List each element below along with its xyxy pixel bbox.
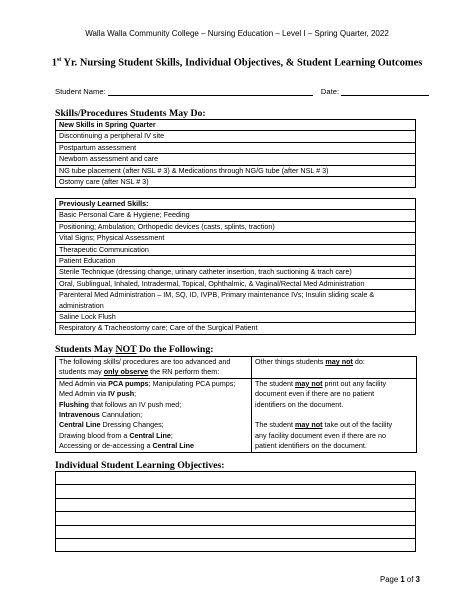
document-header: Walla Walla Community College – Nursing Education – Level I – Spring Quarter, 2022: [85, 29, 389, 38]
objective-row[interactable]: [56, 538, 416, 551]
observe-header-line-1: The following skills/ procedures are too advanced and: [59, 357, 231, 366]
table-row: Positioning; Ambulation; Orthopedic devices (casts, splints, traction): [56, 221, 416, 232]
list-item: Intravenous Cannulation;: [59, 410, 143, 420]
may-not-post: Do the Following:: [136, 344, 214, 355]
student-name-label: Student Name:: [55, 87, 106, 96]
list-item: The student may not take out of the facility: [255, 420, 393, 430]
table-row: Therapeutic Communication: [56, 244, 416, 255]
previous-skills-header: Previously Learned Skills:: [56, 199, 416, 210]
table-row: Discontinuing a peripheral IV site: [56, 131, 416, 142]
list-item: Med Admin via IV push;: [59, 389, 137, 399]
list-item: patient identifiers on the document.: [255, 441, 367, 451]
table-row: Ostomy care (after NSL # 3): [56, 177, 416, 188]
other-things-header: Other things students may not do:: [252, 357, 417, 379]
table-row: Newborn assessment and care: [56, 154, 416, 165]
student-name-field[interactable]: [108, 95, 313, 96]
table-row: NG tube placement (after NSL # 3) & Medications through NG/G tube (after NSL # 3): [56, 165, 416, 176]
section-heading-may-do: Skills/Procedures Students May Do:: [55, 108, 206, 119]
list-item: Flushing that follows an IV push med;: [59, 399, 182, 409]
observe-only-list: [56, 378, 252, 452]
table-row: Patient Education: [56, 256, 416, 267]
table-row: Saline Lock Flush: [56, 312, 416, 323]
title-ordinal: 1: [51, 57, 57, 69]
list-item: identifiers on the document.: [255, 399, 344, 409]
list-item: Drawing blood from a Central Line;: [59, 430, 173, 440]
spacer: [255, 410, 413, 420]
objective-row[interactable]: [56, 472, 416, 485]
list-item: Central Line Dressing Changes;: [59, 420, 164, 430]
new-skills-table: [55, 119, 416, 188]
section-heading-may-not: [55, 344, 214, 355]
only-observe-emphasis: only observe: [103, 367, 149, 377]
list-item: Med Admin via PCA pumps; Manipulating PCA pumps;: [59, 378, 236, 388]
may-not-pre: Students May: [55, 344, 116, 355]
table-row: Postpartum assessment: [56, 142, 416, 153]
list-item: document even if there are no patient: [255, 389, 375, 399]
student-info-line: [55, 87, 429, 96]
list-item: any facility document even if there are no: [255, 430, 387, 440]
table-row: Respiratory & Tracheostomy care; Care of the Surgical Patient: [56, 323, 416, 334]
observe-header-line-2: students may only observe the RN perform them:: [59, 367, 220, 377]
table-row: Oral, Sublingual, Inhaled, Intradermal, Topical, Ophthalmic, & Vaginal/Rectal Med Administration: [56, 278, 416, 289]
page-total: 3: [415, 575, 420, 584]
title-ordinal-suffix: st: [56, 57, 62, 63]
objective-row[interactable]: [56, 498, 416, 511]
table-row: Vital Signs; Physical Assessment: [56, 233, 416, 244]
date-field[interactable]: [341, 95, 429, 96]
list-item: Accessing or de-accessing a Central Line: [59, 441, 195, 451]
table-row: Basic Personal Care & Hygiene; Feeding: [56, 210, 416, 221]
objectives-table: [55, 471, 416, 552]
may-not-table: [55, 356, 417, 453]
title-text: Yr. Nursing Student Skills, Individual Objectives, & Student Learning Outcomes: [61, 57, 423, 69]
previous-skills-table: [55, 198, 416, 335]
new-skills-header: New Skills in Spring Quarter: [56, 120, 416, 131]
may-not-emph: NOT: [115, 344, 137, 355]
document-title: [0, 57, 474, 68]
section-heading-objectives: Individual Student Learning Objectives:: [55, 460, 225, 471]
table-row: Sterile Technique (dressing change, urinary catheter insertion, trach suctioning & trach care): [56, 267, 416, 278]
table-row: Parenteral Med Administration – IM, SQ, ID, IVPB, Primary maintenance IVs; Insulin sliding scale & administration: [56, 290, 416, 312]
objective-row[interactable]: [56, 485, 416, 498]
list-item: The student may not print out any facility: [255, 378, 387, 388]
date-label: Date:: [320, 87, 340, 96]
page-footer: Page 1 of 3: [380, 575, 420, 584]
observe-only-header: [56, 357, 252, 379]
objective-row[interactable]: [56, 512, 416, 525]
page-number: 1: [400, 575, 405, 584]
may-not-emphasis: may not: [325, 357, 353, 366]
other-things-list: [252, 378, 417, 452]
objective-row[interactable]: [56, 525, 416, 538]
